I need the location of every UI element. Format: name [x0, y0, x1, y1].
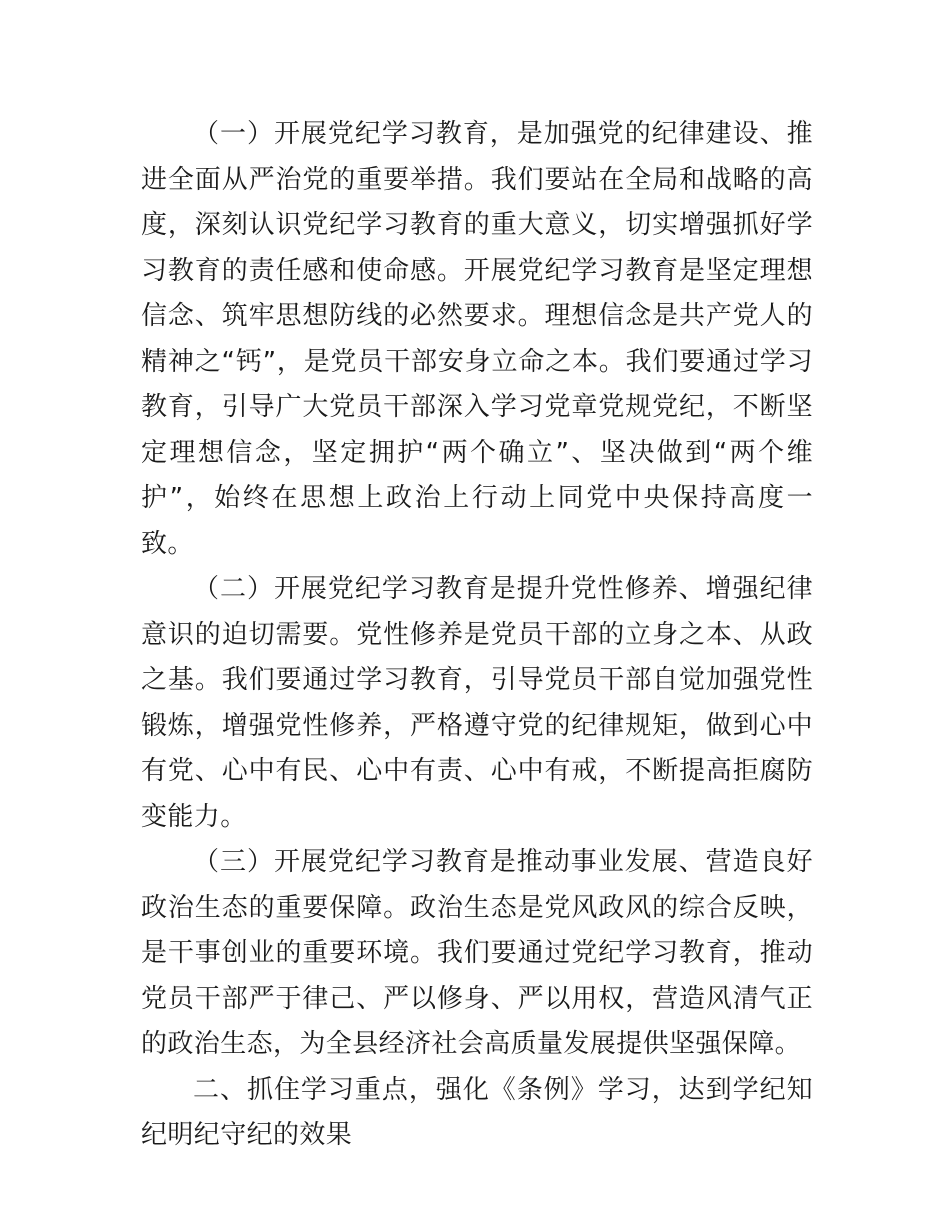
paragraph-section-3: （三）开展党纪学习教育是推动事业发展、营造良好政治生态的重要保障。政治生态是党风政风的综合反映，是干事创业的重要环境。我们要通过党纪学习教育，推动党员干部严于律己、严以修身、严以用权，营造风清气正的政治生态，为全县经济社会高质量发展提供坚强保障。 [141, 847, 813, 1059]
section-heading-two: 二、抓住学习重点，强化《条例》学习，达到学纪知纪明纪守纪的效果 [141, 1074, 813, 1150]
document-body [141, 112, 813, 1159]
paragraph-section-2: （二）开展党纪学习教育是提升党性修养、增强纪律意识的迫切需要。党性修养是党员干部的立身之本、从政之基。我们要通过学习教育，引导党员干部自觉加强党性锻炼，增强党性修养，严格遵守党的纪律规矩，做到心中有党、心中有民、心中有责、心中有戒，不断提高拒腐防变能力。 [141, 574, 813, 832]
paragraph-section-1: （一）开展党纪学习教育，是加强党的纪律建设、推进全面从严治党的重要举措。我们要站在全局和战略的高度，深刻认识党纪学习教育的重大意义，切实增强抓好学习教育的责任感和使命感。开展党纪学习教育是坚定理想信念、筑牢思想防线的必然要求。理想信念是共产党人的精神之“钙”，是党员干部安身立命之本。我们要通过学习教育，引导广大党员干部深入学习党章党规党纪，不断坚定理想信念，坚定拥护“两个确立”、坚决做到“两个维护”，始终在思想上政治上行动上同党中央保持高度一致。 [141, 119, 813, 559]
